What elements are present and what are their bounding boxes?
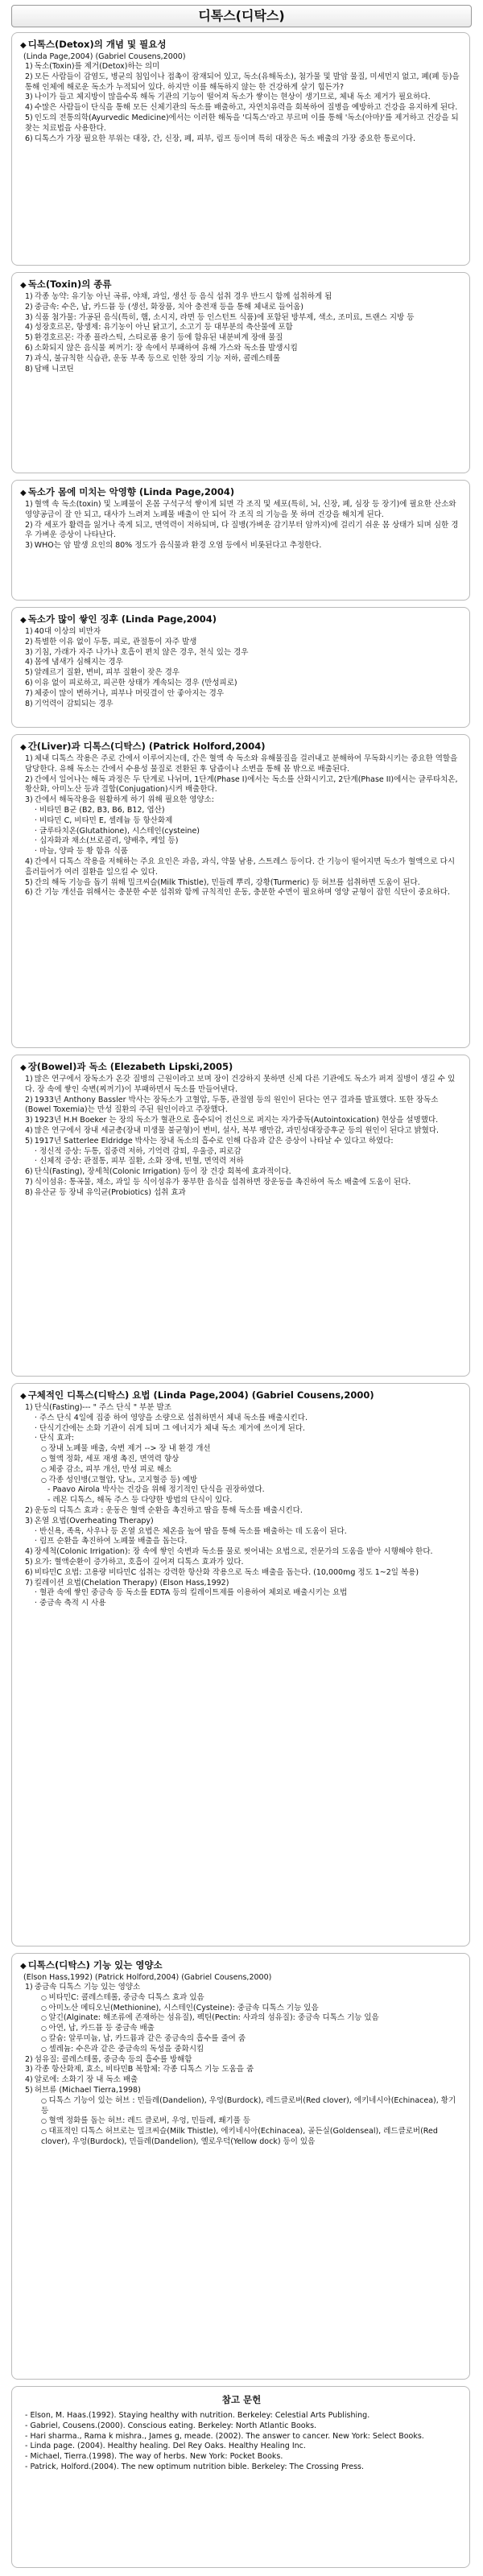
list-item: 7) 과식, 불규칙한 식습관, 운동 부족 등으로 인한 장의 기능 저하, 콜레스테롤 xyxy=(25,353,281,363)
list-item: · 글루타치온(Glutathione), 시스테인(cysteine) xyxy=(35,827,463,837)
circle-list xyxy=(20,2096,463,2148)
list-item: 7) 식이섬유: 통곡물, 채소, 과일 등 식이섬유가 풍부한 음식을 섭취하면 장운동을 촉진하여 독소 배출에 도움이 된다. xyxy=(25,1177,411,1187)
list-item: - 레몬 디톡스, 해독 주스 등 다양한 방법의 단식이 있다. xyxy=(47,1496,463,1506)
reference-item: - Patrick, Holford.(2004). The new optimum nutrition bible. Berkeley: The Crossing Press. xyxy=(25,2462,463,2473)
diamond-bullet-icon: ◆ xyxy=(20,1962,27,1971)
item-list xyxy=(20,292,463,374)
section-references xyxy=(11,2386,470,2568)
section-heading: ◆ 구체적인 디톡스(디탁스) 요법 (Linda Page,2004) (Gabriel Cousens,2000) xyxy=(20,1389,374,1401)
section-toxin-types xyxy=(11,272,470,473)
list-item: 7) 킬레이션 요법(Chelation Therapy) (Elson Hass,1992) xyxy=(25,1578,229,1587)
item-list xyxy=(20,62,463,144)
item-list xyxy=(20,1167,463,1198)
list-item: 2) 각 세포가 활력을 잃거나 죽게 되고, 면역력이 저하되며, 다 질병(가벼운 감기부터 암까지)에 걸리기 쉬운 몸 상태가 되며 심한 경우 가벼운 증상이 나타난다. xyxy=(25,520,459,540)
list-item: 6) 이유 없이 피로하고, 피곤한 상태가 계속되는 경우 (만성피로) xyxy=(25,678,237,687)
list-item: 6) 디톡스가 가장 필요한 부위는 대장, 간, 신장, 폐, 피부, 림프 등이며 특히 대장은 독소 배출의 가장 중요한 통로이다. xyxy=(25,134,416,143)
item-list xyxy=(20,1547,463,1588)
section-toxin-signs xyxy=(11,607,470,728)
list-item: 8) 담배 니코틴 xyxy=(25,364,74,374)
list-item: 3) 1923년 H.H Boeker 는 장의 독소가 혈관으로 흡수되어 전신으로 퍼지는 자가중독(Autointoxication) 현상을 설명했다. xyxy=(25,1116,439,1125)
item-list xyxy=(20,1983,463,1993)
dash-list xyxy=(20,1485,463,1506)
list-item: · 주스 단식 4일에 집중 하여 영양을 소량으로 섭취하면서 체내 독소를 배출시킨다. xyxy=(35,1414,463,1424)
list-item: 5) 알레르기 질환, 변비, 피부 질환이 잦은 경우 xyxy=(25,668,180,678)
list-item: 3) 간에서 해독작용을 원활하게 하기 위해 필요한 영양소: xyxy=(25,795,214,805)
bullet-list xyxy=(20,1147,463,1168)
list-item: · 비타민 C, 비타민 E, 셀레늄 등 항산화제 xyxy=(35,816,463,827)
list-item: · 단식기간에는 소화 기관이 쉬게 되며 그 에너지가 체내 독소 제거에 쓰이게 된다. xyxy=(35,1424,463,1435)
document-page xyxy=(8,0,475,2576)
list-item: · 혈관 속에 쌓인 중금속 등 독소를 EDTA 등의 킬레이트제를 이용하여 체외로 배출시키는 요법 xyxy=(35,1588,463,1599)
section-source: (Linda Page,2004) (Gabriel Cousens,2000) xyxy=(23,52,186,61)
reference-item: - Hari sharma., Rama k mishra., James g, meade. (2002). The answer to cancer. New York: Select Books. xyxy=(25,2432,463,2442)
diamond-bullet-icon: ◆ xyxy=(20,1392,27,1401)
list-item: 5) 요가: 혈액순환이 증가하고, 호흡이 깊어져 디톡스 효과가 있다. xyxy=(25,1557,244,1567)
section-heading: ◆ 디톡스(Detox)의 개념 및 필요성 xyxy=(20,39,167,50)
list-item: 1) 독소(Toxin)를 제거(Detox)하는 의미 xyxy=(25,62,160,71)
list-item: · 마늘, 양파 등 황 함유 식품 xyxy=(35,847,463,857)
section-toxin-effects xyxy=(11,480,470,601)
section-heading: ◆ 장(Bowel)과 독소 (Elezabeth Lipski,2005) xyxy=(20,1061,233,1072)
list-item: 5) 1917년 Satterlee Eldridge 박사는 장내 독소의 흡수로 인해 다음과 같은 증상이 나타날 수 있다고 하였다: xyxy=(25,1136,394,1146)
item-list xyxy=(20,857,463,898)
list-item: 3) WHO는 암 발생 요인의 80% 정도가 음식물과 환경 오염 등에서 비롯된다고 추정한다. xyxy=(25,541,322,551)
list-item: ○ 혈액 정화를 돕는 허브: 레드 클로버, 우엉, 민들레, 쐐기풀 등 xyxy=(41,2116,463,2127)
list-item: 1) 단식(Fasting)--- " 주스 단식 " 부분 발조 xyxy=(25,1403,171,1412)
list-item: 4) 많은 연구에서 장내 세균총(장내 미생물 불균형)이 변비, 설사, 복부 팽만감, 과민성대장증후군 등의 원인이 된다고 밝혔다. xyxy=(25,1125,440,1135)
list-item: ○ 셀레늄: 수은과 같은 중금속의 독성을 중화시킴 xyxy=(41,2045,463,2055)
list-item: 3) 온열 요법(Overheating Therapy) xyxy=(25,1516,154,1525)
list-item: 2) 1933년 Anthony Bassler 박사는 장독소가 고혈압, 두통, 관절염 등의 원인이 된다는 연구 결과를 발표했다. 또한 장독소(Bowel Toxemia)는 만성 질환의 주된 원인이라고 주장했다. xyxy=(25,1095,439,1115)
list-item: 2) 섬유질: 콜레스테롤, 중금속 등의 흡수를 방해함 xyxy=(25,2054,192,2064)
section-heading: ◆ 디톡스(디탁스) 기능 있는 영양소 xyxy=(20,1959,163,1971)
list-item: - Paavo Airola 박사는 건강을 위해 정기적인 단식을 권장하였다. xyxy=(47,1485,463,1496)
list-item: · 신체적 증상: 관절통, 피부 질환, 소화 장애, 빈혈, 면역력 저하 xyxy=(35,1157,463,1167)
diamond-bullet-icon: ◆ xyxy=(20,489,27,497)
list-item: 5) 환경호르몬: 각종 플라스틱, 스티로폼 용기 등에 함유된 내분비계 장애 물질 xyxy=(25,333,283,343)
list-item: ○ 대표적인 디톡스 허브로는 밀크씨슬(Milk Thistle), 에키네시아(Echinacea), 골든실(Goldenseal), 레드클로버(Red clover), 우엉(Burdock), 민들레(Dandelion), 옐로우덕(Yellow dock) 등이 있음 xyxy=(41,2127,463,2148)
list-item: 4) 몸에 냄새가 심해지는 경우 xyxy=(25,658,123,667)
section-detox-concept xyxy=(11,32,470,266)
list-item: · 정신적 증상: 두통, 집중력 저하, 기억력 감퇴, 우울증, 피로감 xyxy=(35,1147,463,1158)
list-item: 2) 운동의 디톡스 효과 : 운동은 혈액 순환을 촉진하고 땀을 통해 독소를 배출시킨다. xyxy=(25,1505,303,1515)
list-item: 4) 알로에: 소화기 장 내 독소 배출 xyxy=(25,2075,138,2085)
list-item: 6) 간 기능 개선을 위해서는 충분한 수분 섭취와 함께 규칙적인 운동, 충분한 수면이 필요하며 영양 균형이 잡힌 식단이 중요하다. xyxy=(25,888,450,898)
diamond-bullet-icon: ◆ xyxy=(20,41,27,50)
section-detox-nutrients xyxy=(11,1953,470,2380)
list-item: 1) 많은 연구에서 장독소가 온갖 질병의 근원이라고 보며 장이 건강하지 못하면 신체 다른 기관에도 독소가 퍼져 질병이 생길 수 있다. 장 속에 쌓인 숙변(찌꺼기)이 부패하면서 독소를 만들어낸다. xyxy=(25,1075,456,1094)
section-heading: ◆ 독소(Toxin)의 종류 xyxy=(20,279,112,290)
item-list xyxy=(20,500,463,551)
list-item: · 림프 순환을 촉진하여 노폐물 배출을 돕는다. xyxy=(35,1537,463,1547)
item-list xyxy=(20,754,463,806)
section-heading: ◆ 독소가 몸에 미치는 악영향 (Linda Page,2004) xyxy=(20,486,235,497)
diamond-bullet-icon: ◆ xyxy=(20,743,27,752)
list-item: 5) 간의 해독 기능을 돕기 위해 밀크씨슬(Milk Thistle), 민들레 뿌리, 강황(Turmeric) 등 허브를 섭취하면 도움이 된다. xyxy=(25,877,420,887)
section-heading: ◆ 독소가 많이 쌓인 징후 (Linda Page,2004) xyxy=(20,613,217,625)
list-item: 7) 체중이 많이 변하거나, 피부나 머릿결이 안 좋아지는 경우 xyxy=(25,688,224,698)
section-liver-detox xyxy=(11,734,470,1048)
list-item: ○ 칼슘: 알루미늄, 납, 카드뮴과 같은 중금속의 흡수를 줄여 줌 xyxy=(41,2034,463,2045)
list-item: 1) 체내 디톡스 작용은 주로 간에서 이루어지는데, 간은 혈액 속 독소와 유해물질을 걸러내고 분해하여 무독화시키는 중요한 역할을 담당한다. 유해 독소는 간에서 수용성 물질로 전환된 후 담즙이나 소변을 통해 몸 밖으로 배출된다. xyxy=(25,754,458,774)
list-item: ○ 디톡스 기능이 있는 허브 : 민들레(Dandelion), 우엉(Burdock), 레드클로버(Red clover), 에키네시아(Echinacea), 황기 등 xyxy=(41,2096,463,2117)
reference-item: - Michael, Tierra.(1998). The way of herbs. New York: Pocket Books. xyxy=(25,2452,463,2462)
list-item: 6) 소화되지 않은 음식물 찌꺼기: 장 속에서 부패하여 유해 가스와 독소를 발생시킴 xyxy=(25,343,298,353)
list-item: 3) 기침, 가래가 자주 나가나 호흡이 편치 않은 경우, 천식 있는 경우 xyxy=(25,647,249,657)
diamond-bullet-icon: ◆ xyxy=(20,616,27,625)
item-list xyxy=(20,627,463,709)
list-item: 1) 40대 이상의 비만자 xyxy=(25,627,101,636)
list-item: 4) 성장호르몬, 항생제: 유기농이 아닌 닭고기, 소고기 등 대부분의 축산물에 포함 xyxy=(25,323,293,332)
list-item: 4) 장세척(Colonic Irrigation): 장 속에 쌓인 숙변과 독소를 물로 씻어내는 요법으로, 전문가의 도움을 받아 시행해야 한다. xyxy=(25,1547,433,1557)
list-item: ○ 알긴(Alginate: 해조류에 존재하는 섬유질), 펙틴(Pectin: 사과의 섬유질): 중금속 디톡스 기능 있음 xyxy=(41,2013,463,2024)
circle-list xyxy=(20,1993,463,2055)
item-list xyxy=(20,1075,463,1147)
list-item: · 중금속 축적 시 사용 xyxy=(35,1599,463,1609)
diamond-bullet-icon: ◆ xyxy=(20,1063,27,1072)
bullet-list xyxy=(20,1414,463,1444)
list-item: 8) 기억력이 감퇴되는 경우 xyxy=(25,699,114,708)
list-item: 1) 각종 농약: 유기농 아닌 곡류, 야채, 과일, 생선 등 음식 섭취 경우 반드시 함께 섭취하게 됨 xyxy=(25,292,332,301)
reference-item: - Linda page. (2004). Healthy healing. Del Rey Oaks. Healthy Healing Inc. xyxy=(25,2442,463,2452)
section-detox-methods xyxy=(11,1383,470,1946)
section-heading: ◆ 간(Liver)과 디톡스(디탁스) (Patrick Holford,2004) xyxy=(20,741,266,752)
section-source: (Elson Hass,1992) (Patrick Holford,2004) (Gabriel Cousens,2000) xyxy=(23,1973,272,1982)
list-item: 3) 각종 항산화제, 효소, 비타민B 복합체: 각종 디톡스 기능 도움을 줌 xyxy=(25,2065,254,2074)
reference-item: - Elson, M. Haas.(1992). Staying healthy with nutrition. Berkeley: Celestial Arts Publishing. xyxy=(25,2411,463,2421)
item-list xyxy=(20,1506,463,1527)
list-item: 4) 수많은 사람들이 단식을 통해 모든 신체기관의 독소를 배출하고, 자연치유력을 회복하여 질병을 예방하고 건강을 유지하게 된다. xyxy=(25,103,458,113)
list-item: 2) 중금속: 수은, 납, 카드뮴 등 (생선, 화장품, 치아 충전재 등을 통해 체내로 들어옴) xyxy=(25,302,304,312)
list-item: ○ 아미노산 메티오닌(Methionine), 시스테인(Cysteine): 중금속 디톡스 기능 있음 xyxy=(41,2004,463,2014)
list-item: 3) 식품 첨가물: 가공된 음식(특히, 햄, 소시지, 라면 등 인스턴트 식품)에 포함된 방부제, 색소, 조미료, 트랜스 지방 등 xyxy=(25,312,415,322)
list-item: 6) 단식(Fasting), 장세척(Colonic Irrigation) 등이 장 건강 회복에 효과적이다. xyxy=(25,1167,291,1177)
item-list xyxy=(20,1403,463,1414)
references-title: 참고 문헌 xyxy=(221,2394,262,2405)
bullet-list xyxy=(20,1527,463,1548)
list-item: 5) 허브류 (Michael Tierra,1998) xyxy=(25,2085,141,2095)
list-item: 2) 특별한 이유 없이 두통, 피로, 관절통이 자주 발생 xyxy=(25,637,197,646)
page-title: 디톡스(디탁스) xyxy=(11,5,472,27)
bullet-list xyxy=(20,1588,463,1609)
list-item: 8) 유산균 등 장내 유익균(Probiotics) 섭취 효과 xyxy=(25,1187,186,1197)
bullet-list xyxy=(20,806,463,857)
reference-list xyxy=(20,2411,463,2473)
circle-list xyxy=(20,1444,463,1485)
list-item: ○ 체중 감소, 피부 개선, 만성 피로 해소 xyxy=(41,1465,463,1476)
list-item: · 반신욕, 족욕, 사우나 등 온열 요법은 체온을 높여 땀을 통해 독소를 배출하는 데 도움이 된다. xyxy=(35,1527,463,1538)
list-item: · 십자화과 채소(브로콜리, 양배추, 케일 등) xyxy=(35,836,463,847)
list-item: 2) 모든 사람들이 감염도, 병균의 침입이나 접촉이 잠재되어 있고, 독소(유해독소), 첨가물 및 발암 물질, 미세먼지 없고, 폐(폐 등)을 통해 인체에 해로운 독소가 누적되어 있다. 하지만 이를 해독하지 않는 한 건강하게 살기 힘든가? xyxy=(25,72,460,92)
list-item: ○ 혈액 정화, 세포 재생 촉진, 면역력 향상 xyxy=(41,1455,463,1465)
list-item: 5) 인도의 전통의학(Ayurvedic Medicine)에서는 이러한 해독을 '디톡스'라고 부르며 이를 통해 '독소(아마)'를 제거하고 건강을 되찾는 치료법을 사용한다. xyxy=(25,113,459,133)
list-item: 6) 비타민C 요법: 고용량 비타민C 섭취는 강력한 항산화 작용으로 독소 배출을 돕는다. (10,000mg 정도 1~2일 복용) xyxy=(25,1567,419,1577)
list-item: ○ 비타민C: 콜레스테롤, 중금속 디톡스 효과 있음 xyxy=(41,1993,463,2004)
reference-item: - Gabriel, Cousens.(2000). Conscious eating. Berkeley: North Atlantic Books. xyxy=(25,2421,463,2432)
list-item: · 비타민 B군 (B2, B3, B6, B12, 엽산) xyxy=(35,806,463,816)
list-item: 1) 중금속 디톡스 기능 있는 영양소 xyxy=(25,1983,141,1992)
list-item: ○ 아연, 납, 카드뮴 등 중금속 배출 xyxy=(41,2024,463,2034)
diamond-bullet-icon: ◆ xyxy=(20,281,27,290)
section-bowel-toxin xyxy=(11,1055,470,1377)
list-item: 2) 간에서 일어나는 해독 과정은 두 단계로 나뉘며, 1단계(Phase I)에서는 독소를 산화시키고, 2단계(Phase II)에서는 글루타치온, 황산화, 아미노산 등과 결합(Conjugation)시켜 배출한다. xyxy=(25,774,458,795)
list-item: 1) 혈액 속 독소(toxin) 및 노폐물이 온몸 구석구석 쌓이게 되면 각 조직 및 세포(특히, 뇌, 신장, 폐, 심장 등 장기)에 필요한 산소와 영양공급이 잘 안 되고, 대사가 느려져 노폐물 배출이 안 되어 각 조직 의 기능을 못 하며 건강을 해치게 된다. xyxy=(25,500,456,519)
list-item: · 단식 효과: xyxy=(35,1434,463,1444)
item-list xyxy=(20,2055,463,2096)
list-item: 4) 간에서 디톡스 작용을 저해하는 주요 요인은 과음, 과식, 약물 남용, 스트레스 등이다. 간 기능이 떨어지면 독소가 혈액으로 다시 흘러들어가 여러 질환을 일으킬 수 있다. xyxy=(25,857,456,877)
list-item: ○ 장내 노폐물 배출, 숙변 제거 --> 장 내 환경 개선 xyxy=(41,1444,463,1455)
list-item: 3) 나이가 들고 체지방이 많을수록 해독 기관의 기능이 떨어져 독소가 쌓이는 현상이 생기므로, 체내 독소 제거가 필요하다. xyxy=(25,93,431,102)
list-item: ○ 각종 성인병(고혈압, 당뇨, 고지혈증 등) 예방 xyxy=(41,1476,463,1486)
